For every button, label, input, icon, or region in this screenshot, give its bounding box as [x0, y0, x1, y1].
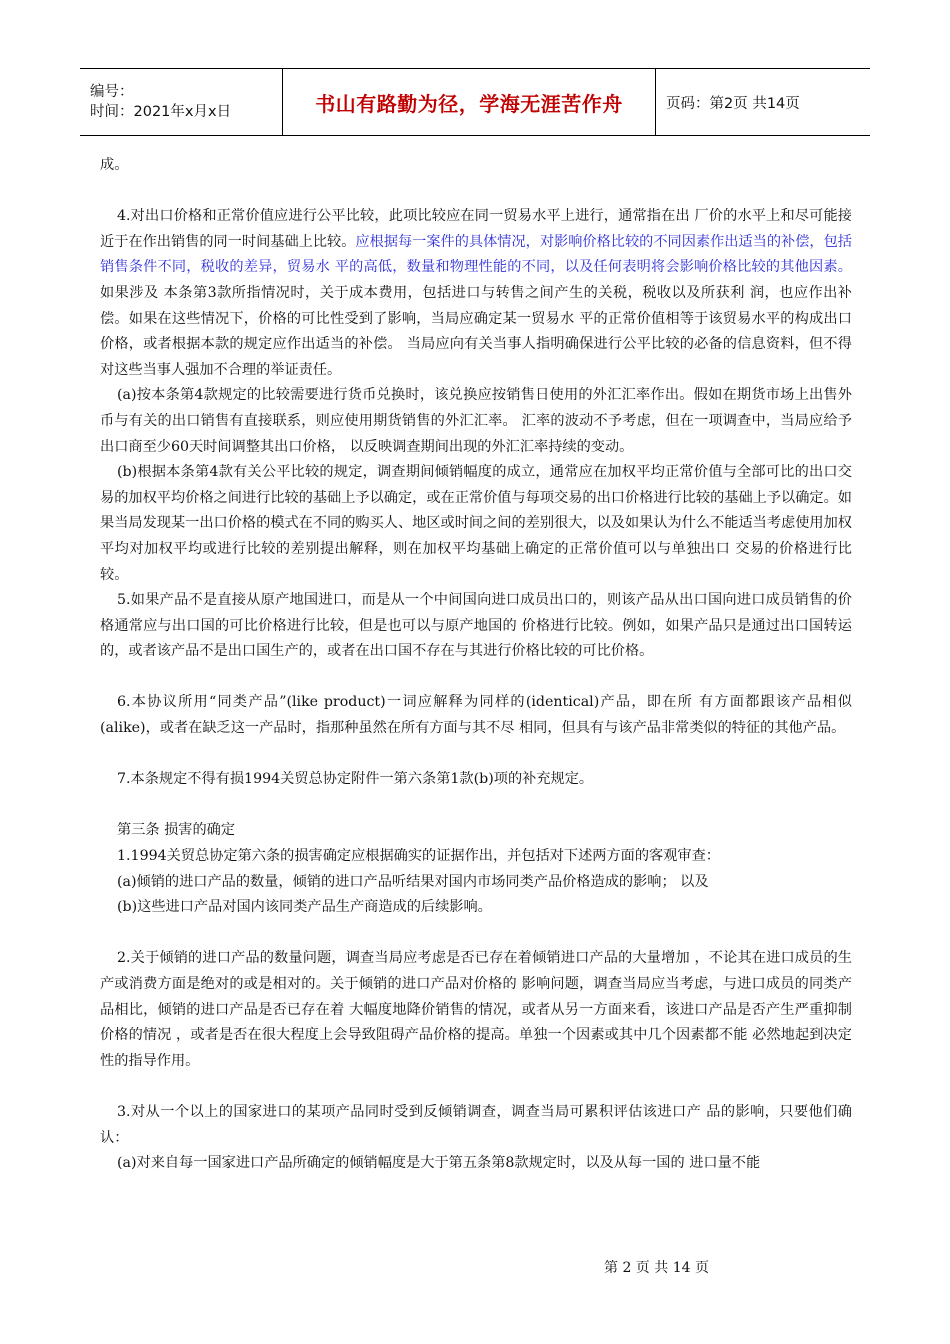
paragraph-fair-comparison [100, 204, 852, 383]
page-header [80, 68, 870, 136]
header-motto-cell [282, 69, 656, 135]
paragraph: 成。 [100, 157, 129, 173]
section-heading: 第三条 损害的确定 [117, 822, 236, 839]
paragraph-gap [100, 179, 852, 205]
highlighted-text: 应根据每一案件的具体情况，对影响价格比较的不同因素作出适当的补偿，包括销售条件不同，税收的差异，贸易水 平的高低，数量和物理性能的不同，以及任何表明将会影响价格比较的其他因素。 [100, 233, 852, 276]
paragraph: 5.如果产品不是直接从原产地国进口，而是从一个中间国向进口成员出口的，则该产品从出口国向进口成员销售的价格通常应与出口国的可比价格进行比较，但是也可以与原产地国的 价格进行比较。例如，如果产品只是通过出口国转运的，或者该产品不是出口国生产的，或者在出口国不存在与其进行价格比较的可比价格。 [100, 592, 852, 660]
paragraph: 7.本条规定不得有损1994关贸总协定附件一第六条第1款(b)项的补充规定。 [117, 771, 594, 788]
paragraph: (a)对来自每一国家进口产品所确定的倾销幅度是大于第五条第8款规定时，以及从每一国的 进口量不能 [117, 1155, 761, 1172]
paragraph: 3.对从一个以上的国家进口的某项产品同时受到反倾销调查，调查当局可累积评估该进口产 品的影响，只要他们确认： [100, 1103, 852, 1146]
paragraph-gap [100, 921, 852, 947]
paragraph: (a)倾销的进口产品的数量，倾销的进口产品听结果对国内市场同类产品价格造成的影响； 以及 [117, 873, 709, 890]
paragraph-gap [100, 742, 852, 768]
document-body [100, 153, 852, 1177]
header-motto: 书山有路勤为径，学海无涯苦作舟 [315, 91, 623, 116]
text-run: 如果涉及 本条第3款所指情况时，关于成本费用，包括进口与转售之间产生的关税，税收以及所获利 润，也应作出补偿。如果在这些情况下，价格的可比性受到了影响，当局应确定某一贸易水 平的正常价值相等于该贸易水平的构成出口价格，或者根据本款的规定应作出适当的补偿。 当局应向有关当事人指明确保进行公平比较的必备的信息资料，但不得对这些当事人强加不合理的举证责任。 [100, 284, 852, 378]
paragraph-gap [100, 793, 852, 819]
paragraph-gap [100, 665, 852, 691]
text-run: 4.对出口价格和正常价值应进行公平比较，此项比较应在同一贸易水平上进行，通常指在出 厂价的水平上和尽可能接近于在作出销售的同一时间基础上比较。 [100, 208, 852, 250]
page-footer: 第 2 页 共 14 页 [604, 1260, 709, 1276]
paragraph: 1.1994关贸总协定第六条的损害确定应根据确实的证据作出，并包括对下述两方面的客观审查： [117, 848, 720, 865]
paragraph: (a)按本条第4款规定的比较需要进行货币兑换时，该兑换应按销售日使用的外汇汇率作出。假如在期货市场上出售外币与有关的出口销售有直接联系，则应使用期货销售的外汇汇率。 汇率的波动不予考虑，但在一项调查中，当局应给予出口商至少60天时间调整其出口价格， 以反映调查期间出现的外汇汇率持续的变动。 [100, 387, 852, 455]
document-date: 时间：2021年x月x日 [90, 104, 232, 120]
paragraph: (b)这些进口产品对国内该同类产品生产商造成的后续影响。 [117, 899, 492, 916]
paragraph: (b)根据本条第4款有关公平比较的规定，调查期间倾销幅度的成立，通常应在加权平均正常价值与全部可比的出口交易的加权平均价格之间进行比较的基础上予以确定，或在正常价值与每项交易的出口价格进行比较的基础上予以确定。如果当局发现某一出口价格的模式在不同的购买人、地区或时间之间的差别很大，以及如果认为什么不能适当考虑使用加权平均对加权平均或进行比较的差别提出解释，则在加权平均基础上确定的正常价值可以与单独出口 交易的价格进行比较。 [100, 464, 852, 583]
header-meta [80, 69, 282, 135]
document-number: 编号： [90, 84, 134, 100]
paragraph: 6.本协议所用“同类产品”(like product)一词应解释为同样的(identical)产品，即在所 有方面都跟该产品相似(alike)，或者在缺乏这一产品时，指那种虽然在所有方面与其不尽 相同，但具有与该产品非常类似的特征的其他产品。 [100, 694, 852, 737]
paragraph: 2.关于倾销的进口产品的数量问题，调查当局应考虑是否已存在着倾销进口产品的大量增加 ，不论其在进口成员的生产或消费方面是绝对的或是相对的。关于倾销的进口产品对价格的 影响问题，调查当局应当考虑，与进口成员的同类产品相比，倾销的进口产品是否已存在着 大幅度地降价销售的情况，或者从另一方面来看，该进口产品是否产生严重抑制价格的情况 ，或者是否在很大程度上会导致阻碍产品价格的提高。单独一个因素或其中几个因素都不能 必然地起到决定性的指导作用。 [100, 950, 852, 1069]
header-page-number: 页码：第2页 共14页 [666, 95, 800, 112]
paragraph-gap [100, 1074, 852, 1100]
